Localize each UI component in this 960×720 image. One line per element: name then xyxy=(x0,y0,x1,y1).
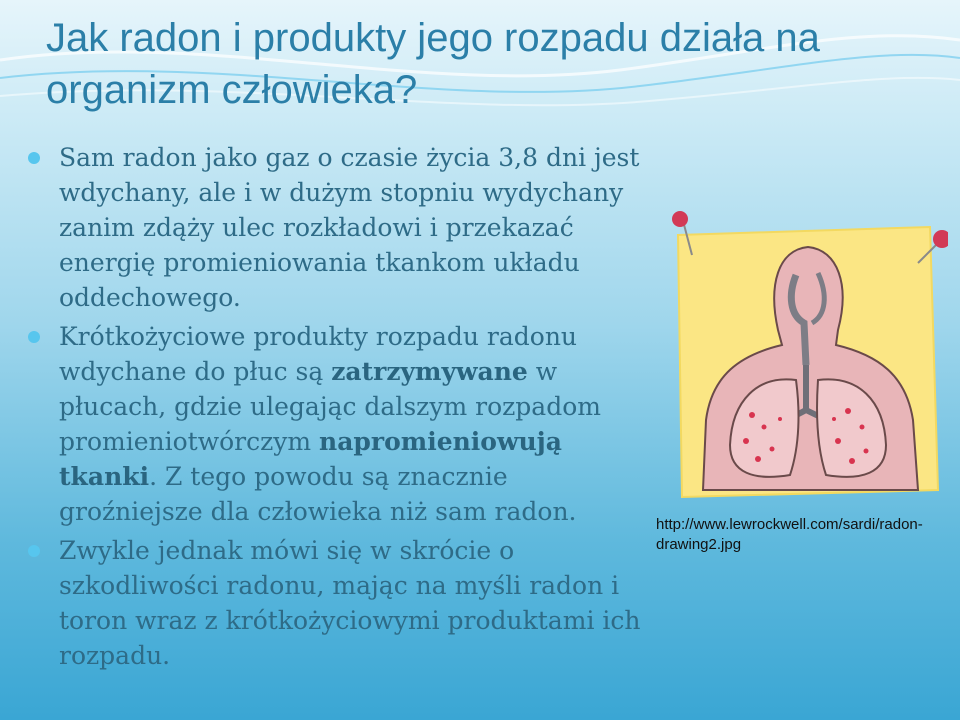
bold-term-irradiate: napromieniowują tkanki xyxy=(59,427,562,491)
lungs-drawing-image xyxy=(668,205,948,513)
bullet-text-2a: Krótkożyciowe produkty rozpadu radonu wdychane do płuc są xyxy=(59,322,578,386)
bullet-item-2 xyxy=(28,319,658,529)
bold-term-retained: zatrzymywane xyxy=(331,357,528,386)
bullet-item-1 xyxy=(28,140,658,315)
bullet-text-3: Zwykle jednak mówi się w skrócie o szkodliwości radonu, mając na myśli radon i toron wraz z krótkożyciowymi produktami ich rozpadu. xyxy=(59,536,641,670)
bullet-text-2b: w płucach, gdzie ulegając dalszym rozpadom promieniotwórczym xyxy=(59,357,601,456)
bullet-item-3 xyxy=(28,533,658,673)
pin-icon xyxy=(672,211,688,227)
bullet-icon xyxy=(28,545,40,557)
slide-title: Jak radon i produkty jego rozpadu działa na organizm człowieka? xyxy=(46,16,820,112)
image-credit: http://www.lewrockwell.com/sardi/radon- drawing2.jpg xyxy=(656,516,923,553)
bullet-text-2c: . Z tego powodu są znacznie groźniejsze dla człowieka niż sam radon. xyxy=(59,462,577,526)
bullet-list xyxy=(28,140,658,677)
bullet-text-1: Sam radon jako gaz o czasie życia 3,8 dni jest wdychany, ale i w dużym stopniu wydychany zanim zdąży ulec rozkładowi i przekazać energię promieniowania tkankom układu oddechowego. xyxy=(59,143,640,312)
bullet-icon xyxy=(28,331,40,343)
bullet-icon xyxy=(28,152,40,164)
